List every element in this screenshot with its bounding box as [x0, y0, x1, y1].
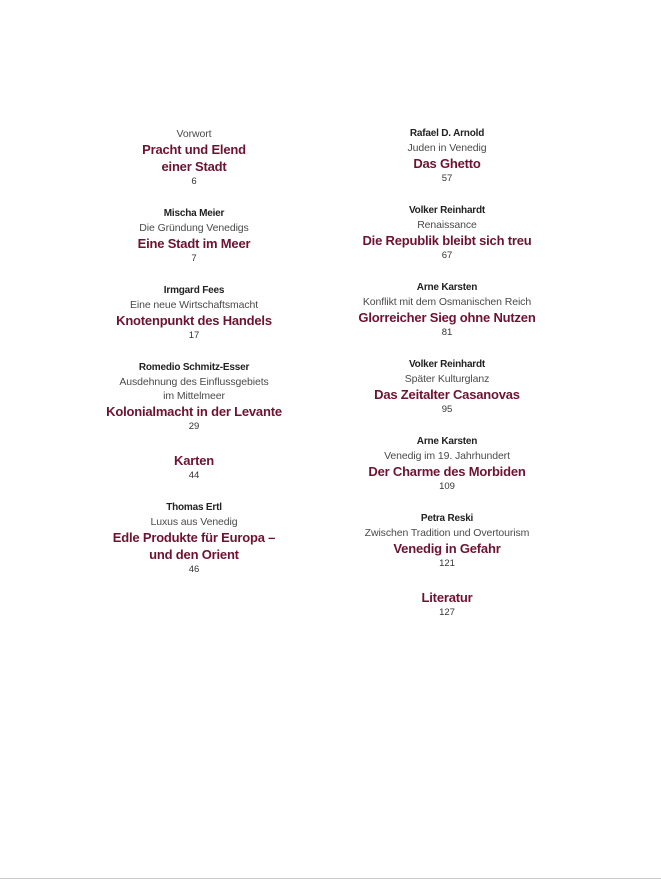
entry-subtitle: Vorwort: [176, 128, 212, 140]
toc-entry[interactable]: [347, 589, 547, 620]
entry-author: Mischa Meier: [163, 208, 225, 219]
entry-title[interactable]: einer Stadt: [161, 159, 227, 174]
entry-author: Rafael D. Arnold: [409, 128, 485, 139]
toc-entry[interactable]: [94, 361, 294, 434]
entry-title[interactable]: Das Zeitalter Casanovas: [374, 387, 520, 402]
entry-title[interactable]: Knotenpunkt des Handels: [116, 313, 272, 328]
entry-page-number: 121: [439, 558, 455, 569]
entry-title[interactable]: Karten: [174, 453, 214, 468]
toc-entry[interactable]: [347, 358, 547, 417]
entry-title[interactable]: Glorreicher Sieg ohne Nutzen: [358, 310, 536, 325]
entry-page-number: 6: [191, 176, 197, 187]
toc-entry[interactable]: [347, 127, 547, 186]
entry-subtitle: Ausdehnung des Einflussgebiets: [119, 376, 269, 388]
toc-entry[interactable]: [347, 512, 547, 571]
entry-page-number: 95: [441, 404, 453, 415]
toc-entry[interactable]: [347, 435, 547, 494]
entry-author: Thomas Ertl: [166, 502, 222, 513]
entry-title[interactable]: Kolonialmacht in der Levante: [106, 404, 282, 419]
toc-left-column: [94, 127, 294, 595]
toc-entry[interactable]: [94, 284, 294, 343]
entry-author: Volker Reinhardt: [408, 359, 486, 370]
entry-page-number: 29: [188, 421, 200, 432]
entry-page-number: 44: [188, 470, 200, 481]
toc-entry[interactable]: [94, 127, 294, 189]
entry-page-number: 109: [439, 481, 455, 492]
entry-subtitle: Zwischen Tradition und Overtourism: [364, 527, 530, 539]
entry-subtitle: Juden in Venedig: [407, 142, 487, 154]
entry-title[interactable]: Die Republik bleibt sich treu: [362, 233, 532, 248]
toc-entry[interactable]: [94, 452, 294, 483]
entry-subtitle: Luxus aus Venedig: [150, 516, 238, 528]
page-bottom-divider: [0, 878, 661, 879]
entry-subtitle: Renaissance: [417, 219, 477, 231]
entry-author: Petra Reski: [420, 513, 474, 524]
entry-page-number: 57: [441, 173, 453, 184]
toc-entry[interactable]: [347, 281, 547, 340]
entry-title[interactable]: Pracht und Elend: [142, 142, 246, 157]
toc-entry[interactable]: [94, 501, 294, 577]
entry-author: Romedio Schmitz-Esser: [138, 362, 250, 373]
entry-title[interactable]: Das Ghetto: [413, 156, 481, 171]
entry-subtitle: Eine neue Wirtschaftsmacht: [129, 299, 259, 311]
entry-page-number: 81: [441, 327, 453, 338]
entry-subtitle: Venedig im 19. Jahrhundert: [384, 450, 510, 462]
entry-page-number: 67: [441, 250, 453, 261]
entry-page-number: 17: [188, 330, 200, 341]
toc-entry[interactable]: [347, 204, 547, 263]
entry-page-number: 46: [188, 564, 200, 575]
entry-title[interactable]: und den Orient: [149, 547, 239, 562]
entry-subtitle: im Mittelmeer: [163, 390, 225, 402]
entry-page-number: 7: [191, 253, 197, 264]
toc-entry[interactable]: [94, 207, 294, 266]
toc-right-column: [347, 127, 547, 638]
entry-author: Arne Karsten: [416, 282, 478, 293]
entry-title[interactable]: Venedig in Gefahr: [393, 541, 501, 556]
entry-page-number: 127: [439, 607, 455, 618]
entry-title[interactable]: Edle Produkte für Europa –: [112, 530, 276, 545]
entry-author: Volker Reinhardt: [408, 205, 486, 216]
entry-author: Arne Karsten: [416, 436, 478, 447]
entry-subtitle: Die Gründung Venedigs: [139, 222, 249, 234]
entry-title[interactable]: Literatur: [421, 590, 473, 605]
entry-title[interactable]: Eine Stadt im Meer: [137, 236, 251, 251]
entry-author: Irmgard Fees: [163, 285, 225, 296]
entry-subtitle: Konflikt mit dem Osmanischen Reich: [362, 296, 532, 308]
entry-title[interactable]: Der Charme des Morbiden: [368, 464, 526, 479]
entry-subtitle: Später Kulturglanz: [404, 373, 490, 385]
